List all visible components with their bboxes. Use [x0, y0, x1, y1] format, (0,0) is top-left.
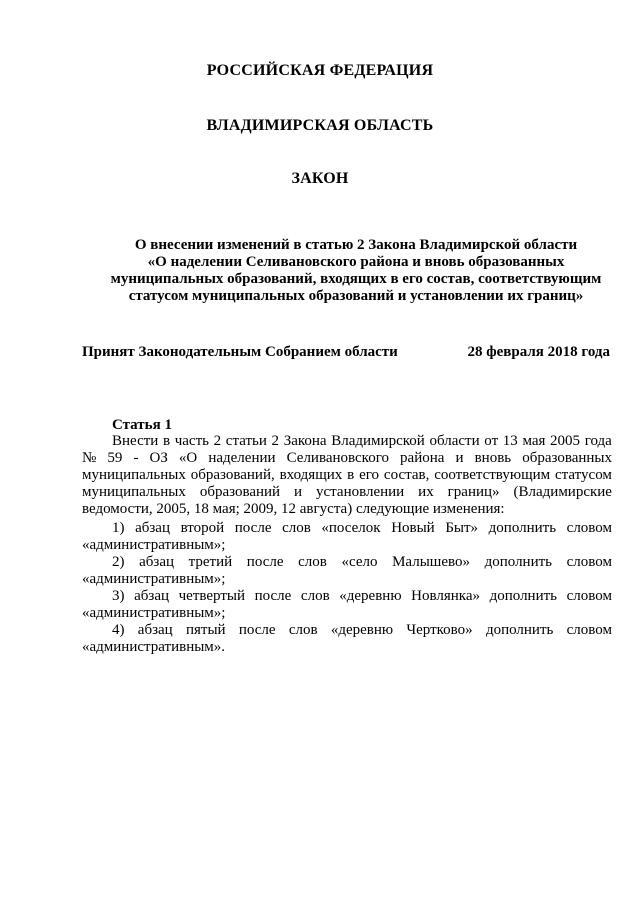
word: их	[418, 484, 434, 500]
word: абзац	[134, 588, 170, 604]
word: пятый	[185, 622, 226, 638]
word: Быт»	[445, 520, 479, 536]
word: дополнить	[488, 520, 557, 536]
item-line: «административным»;	[82, 571, 226, 587]
paragraph-line	[82, 450, 612, 467]
law-title-line: О внесении изменений в статью 2 Закона Владимирской области	[134, 237, 578, 253]
word: «деревню	[330, 622, 394, 638]
word: часть	[174, 433, 209, 449]
word: муниципальных	[82, 467, 186, 483]
word: (Владимирские	[513, 484, 612, 500]
word: словом	[566, 622, 612, 638]
paragraph-line: ведомости, 2005, 18 мая; 2009, 12 августа) следующие изменения:	[82, 501, 505, 517]
word: 4)	[112, 622, 125, 638]
word: «село	[341, 554, 378, 570]
amendment-item	[82, 554, 612, 588]
paragraph-line	[82, 467, 612, 484]
word: статусом	[555, 467, 612, 483]
paragraph-line	[82, 484, 612, 501]
law-title	[100, 237, 612, 305]
word: словом	[566, 520, 612, 536]
word: года	[584, 433, 612, 449]
word: образований,	[190, 467, 275, 483]
item-line	[82, 622, 612, 639]
word: Внести	[112, 433, 159, 449]
article-paragraph	[82, 433, 612, 518]
word: 2005	[550, 433, 581, 449]
region-heading: ВЛАДИМИРСКАЯ ОБЛАСТЬ	[206, 117, 434, 134]
word: от	[484, 433, 499, 449]
word: слов	[298, 554, 327, 570]
amendment-item	[82, 622, 612, 656]
law-title-line: «О наделении Селивановского района и вновь образованных	[147, 254, 565, 270]
word: района	[400, 450, 445, 466]
word: установлении	[316, 484, 405, 500]
word: абзац	[135, 520, 170, 536]
word: -	[133, 450, 139, 466]
word: второй	[180, 520, 225, 536]
word: 3)	[112, 588, 125, 604]
word: четвертый	[178, 588, 245, 604]
adoption-line	[82, 344, 610, 361]
word: входящих	[279, 467, 343, 483]
law-title-line: статусом муниципальных образований и установлении их границ»	[128, 288, 584, 304]
article-heading: Статья 1	[112, 417, 172, 433]
word: вновь	[474, 450, 512, 466]
word: после	[234, 520, 272, 536]
word: словом	[566, 588, 612, 604]
word: абзац	[139, 554, 175, 570]
amendment-item	[82, 520, 612, 554]
word: наделении	[208, 450, 276, 466]
word: Владимирской	[331, 433, 425, 449]
word: Закона	[283, 433, 327, 449]
word: состав,	[383, 467, 430, 483]
word: после	[254, 588, 292, 604]
adoption-date: 28 февраля 2018 года	[467, 344, 610, 360]
word: Новый	[391, 520, 435, 536]
country-heading: РОССИЙСКАЯ ФЕДЕРАЦИЯ	[206, 62, 434, 79]
document-type-heading: ЗАКОН	[291, 170, 349, 187]
word: мая	[522, 433, 546, 449]
word: области	[429, 433, 480, 449]
word: Селивановского	[286, 450, 389, 466]
word: «деревню	[339, 588, 402, 604]
word: дополнить	[489, 588, 558, 604]
item-line	[82, 554, 612, 571]
word: в	[347, 467, 355, 483]
adoption-label: Принят Законодательным Собранием области	[82, 344, 398, 360]
word: и	[294, 484, 303, 500]
word: и	[455, 450, 464, 466]
word: ОЗ	[149, 450, 168, 466]
law-title-line: муниципальных образований, входящих в его состав, соответствующим	[110, 271, 602, 287]
word: 2)	[112, 554, 125, 570]
word: 2	[271, 433, 280, 449]
word: 1)	[112, 520, 125, 536]
word: образований	[199, 484, 281, 500]
word: границ»	[447, 484, 500, 500]
word: 13	[502, 433, 518, 449]
word: слов	[282, 520, 311, 536]
word: после	[246, 554, 284, 570]
item-line: «административным».	[82, 639, 226, 655]
word: 59	[107, 450, 123, 466]
item-line: «административным»;	[82, 537, 226, 553]
word: соответствующим	[434, 467, 551, 483]
item-line: «административным»;	[82, 605, 226, 621]
word: дополнить	[485, 622, 554, 638]
word: в	[162, 433, 171, 449]
word: образованных	[522, 450, 612, 466]
word: слов	[300, 588, 330, 604]
word: «поселок	[321, 520, 381, 536]
amendment-item	[82, 588, 612, 622]
word: Новлянка»	[411, 588, 480, 604]
word: дополнить	[484, 554, 553, 570]
word: после	[238, 622, 276, 638]
word: №	[82, 450, 97, 466]
paragraph-line	[82, 433, 612, 450]
word: Малышево»	[392, 554, 470, 570]
word: абзац	[137, 622, 173, 638]
word: третий	[188, 554, 233, 570]
item-line	[82, 520, 612, 537]
word: муниципальных	[82, 484, 186, 500]
word: Чертково»	[406, 622, 473, 638]
word: статьи	[225, 433, 267, 449]
item-line	[82, 588, 612, 605]
word: слов	[288, 622, 318, 638]
word: 2	[213, 433, 222, 449]
word: его	[359, 467, 380, 483]
word: словом	[566, 554, 612, 570]
word: «О	[178, 450, 198, 466]
